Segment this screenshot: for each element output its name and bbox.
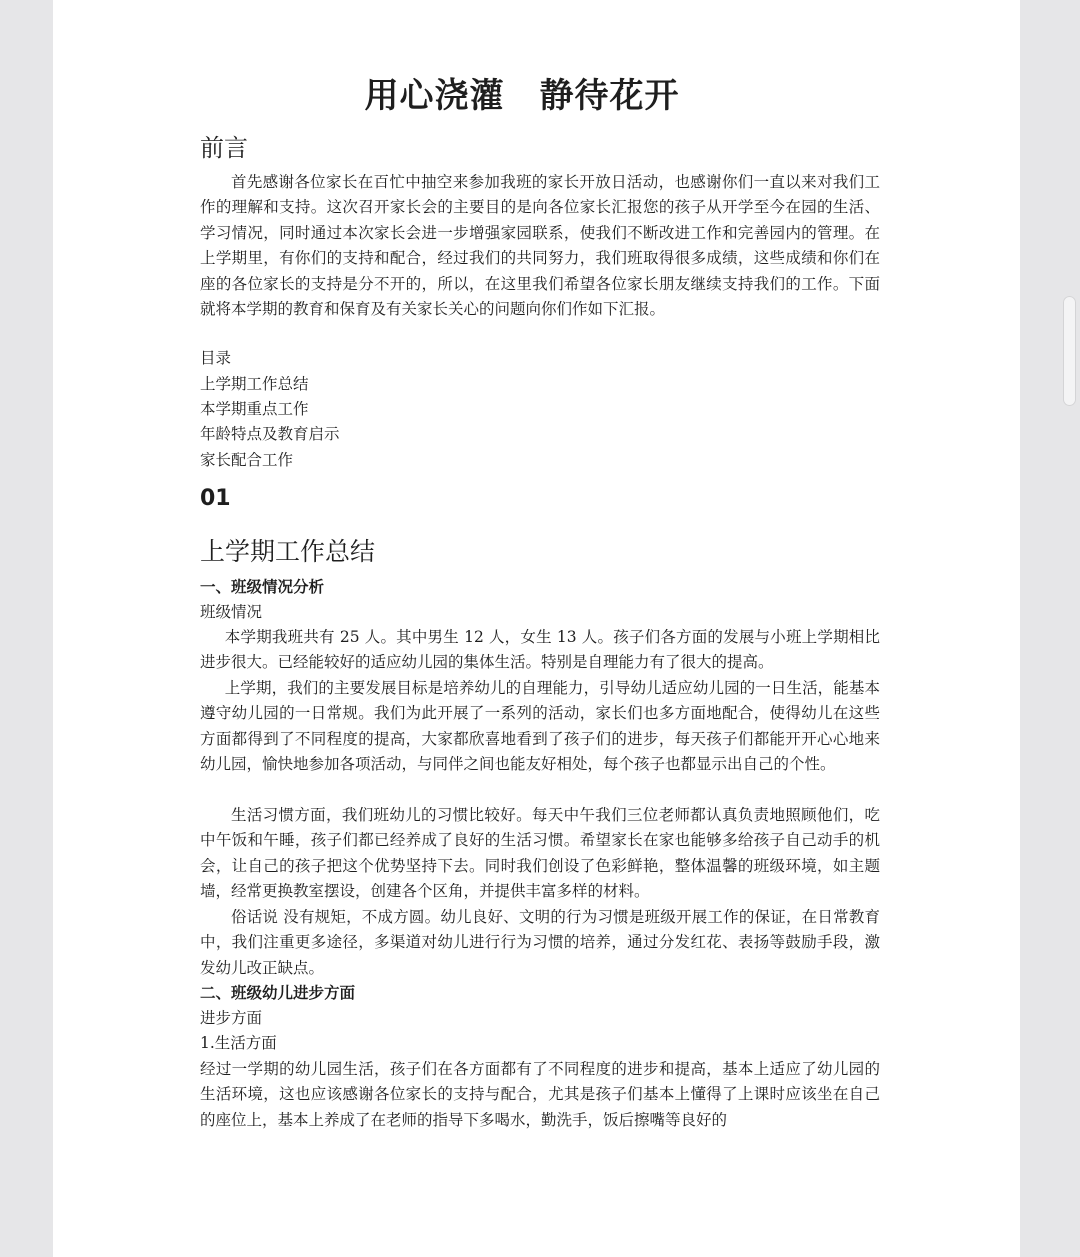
part-heading: 二、班级幼儿进步方面 xyxy=(200,984,356,1002)
toc-item: 本学期重点工作 xyxy=(200,400,309,418)
section-title: 上学期工作总结 xyxy=(200,537,376,566)
document-title: 用心浇灌 静待花开 xyxy=(364,76,680,116)
paragraph: 上学期，我们的主要发展目标是培养幼儿的自理能力，引导幼儿适应幼儿园的一日生活，能基本遵守幼儿园的一日常规。我们为此开展了一系列的活动，家长们也多方面地配合，使得幼儿在这些方面都得到了不同程度的提高，大家都欣喜地看到了孩子们的进步，每天孩子们都能开开心心地来幼儿园，愉快地参加各项活动，与同伴之间也能友好相处，每个孩子也都显示出自己的个性。 xyxy=(200,679,880,774)
preface-heading: 前言 xyxy=(200,134,248,162)
toc-label: 目录 xyxy=(200,349,232,367)
preface-body: 首先感谢各位家长在百忙中抽空来参加我班的家长开放日活动，也感谢你们一直以来对我们工作的理解和支持。这次召开家长会的主要目的是向各位家长汇报您的孩子从开学至今在园的生活、学习情况，同时通过本次家长会进一步增强家园联系，使我们不断改进工作和完善园内的管理。在上学期里，有你们的支持和配合，经过我们的共同努力，我们班取得很多成绩，这些成绩和你们在座的各位家长的支持是分不开的，所以，在这里我们希望各位家长朋友继续支持我们的工作。下面就将本学期的教育和保育及有关家长关心的问题向你们作如下汇报。 xyxy=(200,173,880,319)
toc-item: 上学期工作总结 xyxy=(200,375,309,393)
scrollbar-thumb[interactable] xyxy=(1063,296,1076,406)
paragraph: 本学期我班共有 25 人。其中男生 12 人，女生 13 人。孩子们各方面的发展与小班上学期相比进步很大。已经能较好的适应幼儿园的集体生活。特别是自理能力有了很大的提高。 xyxy=(200,628,880,672)
document-page xyxy=(53,0,1020,1257)
section-number: 01 xyxy=(200,486,231,511)
paragraph: 生活习惯方面，我们班幼儿的习惯比较好。每天中午我们三位老师都认真负责地照顾他们，吃中午饭和午睡，孩子们都已经养成了良好的生活习惯。希望家长在家也能够多给孩子自己动手的机会，让自己的孩子把这个优势坚持下去。同时我们创设了色彩鲜艳，整体温馨的班级环境，如主题墙，经常更换教室摆设，创建各个区角，并提供丰富多样的材料。 xyxy=(200,806,880,901)
part-heading: 一、班级情况分析 xyxy=(200,578,325,596)
toc-item: 年龄特点及教育启示 xyxy=(200,425,340,443)
paragraph: 经过一学期的幼儿园生活，孩子们在各方面都有了不同程度的进步和提高，基本上适应了幼儿园的生活环境，这也应该感谢各位家长的支持与配合，尤其是孩子们基本上懂得了上课时应该坐在自己的座位上，基本上养成了在老师的指导下多喝水，勤洗手，饭后擦嘴等良好的 xyxy=(200,1060,880,1129)
item-label: 1.生活方面 xyxy=(200,1034,277,1052)
paragraph: 俗话说 没有规矩，不成方圆。幼儿良好、文明的行为习惯是班级开展工作的保证，在日常教育中，我们注重更多途径，多渠道对幼儿进行行为习惯的培养，通过分发红花、表扬等鼓励手段，激发幼儿改正缺点。 xyxy=(200,908,880,977)
part-subheading: 班级情况 xyxy=(200,603,263,621)
part-subheading: 进步方面 xyxy=(200,1009,263,1027)
toc-item: 家长配合工作 xyxy=(200,451,294,469)
